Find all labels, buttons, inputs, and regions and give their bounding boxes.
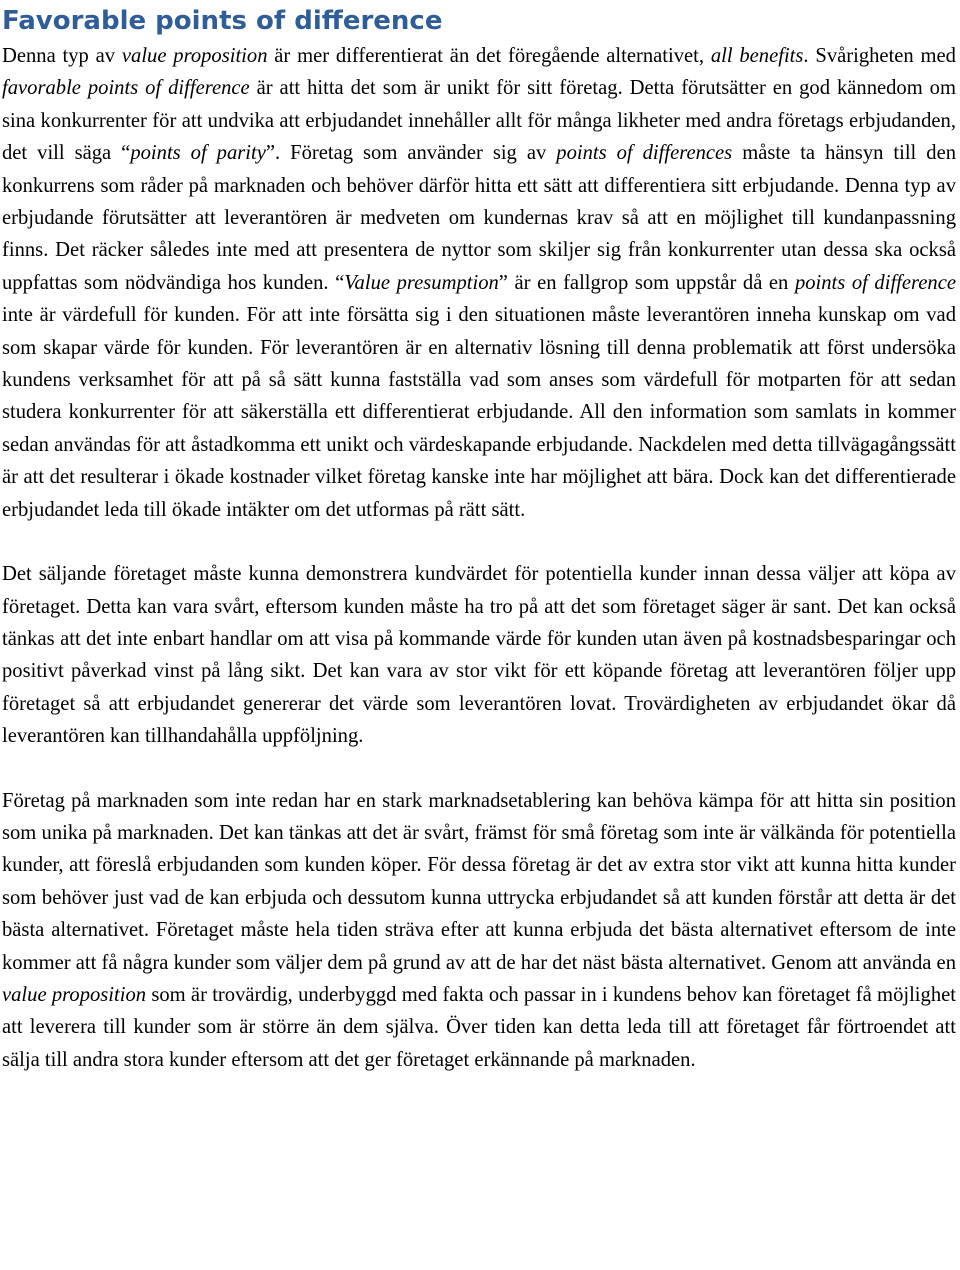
text-run: Det säljande företaget måste kunna demonstrera kundvärdet för potentiella kunder innan dessa väljer att köpa av företaget. Detta kan vara svårt, eftersom kunden måste ha tro på att det som företaget säger är sant. Det kan också tänkas att det inte enbart handlar om att visa på kommande värde för kunden utan även på kostnadsbesparingar och positivt påverkad vinst på lång sikt. Det kan vara av stor vikt för ett köpande företag att leverantören följer upp företaget så att erbjudandet genererar det värde som leverantören lovat. Trovärdigheten av erbjudandet ökar då leverantören kan tillhandahålla uppföljning. [2,563,956,748]
text-run: är mer differentierat än det föregående alternativet, [267,45,711,67]
text-run: Denna typ av [2,45,122,67]
document-page [2,0,956,1076]
text-run: är att hitta det som är unikt för sitt företag. Detta förutsätter en god kännedom om sina konkurrenter för att undvika att erbjudandet innehåller allt för många likheter med andra företags erbjudanden, det vill säga “ [2,77,957,165]
section-heading: Favorable points of difference [2,6,443,36]
italic-term: points of differences [556,142,733,165]
italic-term: points of parity [130,142,266,165]
paragraph-1 [2,40,956,526]
text-run: som är trovärdig, underbyggd med fakta och passar in i kundens behov kan företaget få möjlighet att leverera till kunder som är större än dem själva. Över tiden kan detta leda till att företaget får förtroendet att sälja till andra stora kunder eftersom att det ger företaget erkännande på marknaden. [2,983,956,1071]
text-run: inte är värdefull för kunden. För att inte försätta sig i den situationen måste leverantören inneha kunskap om vad som skapar värde för kunden. För leverantören är en alternativ lösning till denna problematik att först undersöka kundens verksamhet för att på så sätt kunna fastställa vad som anses som värdefull för motparten för att sedan studera konkurrenter för att säkerställa ett differentierat erbjudande. All den information som samlats in kommer sedan användas för att åstadkomma ett unikt och värdeskapande erbjudande. Nackdelen med detta tillvägagångssätt är att det resulterar i ökade kostnader vilket företag kanske inte har möjlighet att bära. Dock kan det differentierade erbjudandet leda till ökade intäkter om det utformas på rätt sätt. [2,304,956,521]
text-run: Företag på marknaden som inte redan har en stark marknadsetablering kan behöva kämpa för att hitta sin position som unika på marknaden. Det kan tänkas att det är svårt, främst för små företag som inte är välkända för potentiella kunder, att föreslå erbjudanden som kunden köper. För dessa företag är det av extra stor vikt att kunna hitta kunder som behöver just vad de kan erbjuda och dessutom kunna uttrycka erbjudandet så att kunden förstår att detta är det bästa alternativet. Företaget måste hela tiden sträva efter att kunna erbjuda det bästa alternativet eftersom de inte kommer att få några kunder som väljer dem på grund av att de har det näst bästa alternativet. Genom att använda en [2,789,956,974]
text-run: ” är en fallgrop som uppstår då en [498,271,795,294]
italic-term: favorable points of difference [2,77,250,100]
italic-term: value proposition [2,983,147,1006]
text-run: måste ta hänsyn till den konkurrens som råder på marknaden och behöver därför hitta ett sätt att differentiera sitt erbjudande. Denna typ av erbjudande förutsätter att leverantören är medveten om kundernas krav så att en möjlighet till kundanpassning finns. Det räcker således inte med att presentera de nyttor som skiljer sig från konkurrenter utan dessa ska också uppfattas som nödvändiga hos kunden. “ [2,142,957,294]
italic-term: points of difference [794,271,957,294]
italic-term: Value presumption [344,271,499,294]
text-run: ”. Företag som använder sig av [265,142,557,165]
paragraph-2 [2,558,956,752]
text-run: . Svårigheten med [803,45,956,67]
italic-term: all benefits [710,45,804,67]
italic-term: value proposition [121,45,268,67]
paragraph-3 [2,785,956,1077]
